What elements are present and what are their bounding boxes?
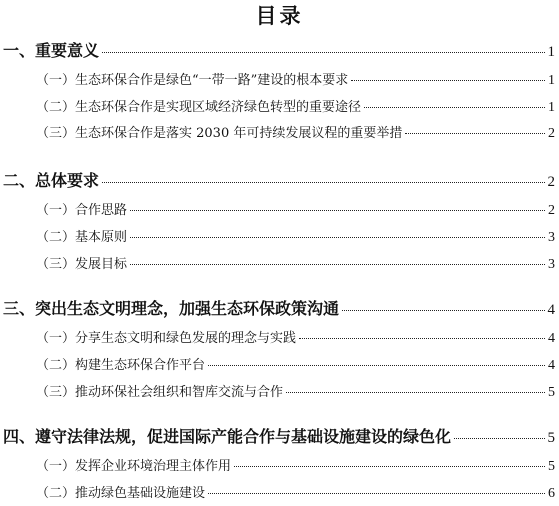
entry-label: 四、遵守法律法规，促进国际产能合作与基础设施建设的绿色化 [3,427,452,446]
toc-subsection-entry[interactable] [36,96,555,116]
entry-page-number: 5 [547,430,555,446]
dot-leader [234,466,545,467]
entry-page-number: 2 [548,126,555,141]
entry-page-number: 3 [548,230,555,245]
entry-label: （一）分享生态文明和绿色发展的理念与实践 [36,331,297,346]
dot-leader [454,438,544,439]
entry-label: （一）生态环保合作是绿色“一带一路”建设的根本要求 [36,73,349,88]
toc-subsection-entry[interactable] [36,327,555,347]
entry-page-number: 4 [548,358,555,373]
toc-subsection-entry[interactable] [36,69,555,89]
entry-page-number: 2 [548,203,555,218]
entry-label: （二）构建生态环保合作平台 [36,358,206,373]
dot-leader [299,338,545,339]
entry-label: （三）生态环保合作是落实 2030 年可持续发展议程的重要举措 [36,126,403,141]
toc-subsection-entry[interactable] [36,122,555,142]
entry-label: 二、总体要求 [3,171,100,190]
dot-leader [342,310,544,311]
dot-leader [102,52,544,53]
toc-section-entry[interactable] [3,38,555,61]
dot-leader [130,237,545,238]
toc-subsection-entry[interactable] [36,253,555,273]
entry-page-number: 4 [548,331,555,346]
entry-page-number: 4 [547,302,555,318]
entry-page-number: 5 [548,385,555,400]
entry-page-number: 1 [548,73,555,88]
toc-subsection-entry[interactable] [36,455,555,475]
toc-section-entry[interactable] [3,296,555,319]
toc-subsection-entry[interactable] [36,199,555,219]
dot-leader [208,365,545,366]
entry-label: （一）发挥企业环境治理主体作用 [36,459,232,474]
entry-label: （二）推动绿色基础设施建设 [36,486,206,501]
toc-section-entry[interactable] [3,424,555,447]
dot-leader [208,493,545,494]
entry-label: （三）发展目标 [36,257,128,272]
entry-label: （二）基本原则 [36,230,128,245]
dot-leader [102,182,544,183]
entry-label: 三、突出生态文明理念，加强生态环保政策沟通 [3,299,340,318]
entry-page-number: 1 [548,100,555,115]
entry-label: 一、重要意义 [3,41,100,60]
dot-leader [364,107,545,108]
entry-page-number: 5 [548,459,555,474]
toc-subsection-entry[interactable] [36,482,555,502]
dot-leader [405,133,545,134]
entry-page-number: 1 [547,44,555,60]
dot-leader [130,264,545,265]
entry-page-number: 3 [548,257,555,272]
dot-leader [286,392,545,393]
entry-label: （二）生态环保合作是实现区域经济绿色转型的重要途径 [36,100,362,115]
toc-section-entry[interactable] [3,168,555,191]
dot-leader [351,80,545,81]
dot-leader [130,210,545,211]
toc-subsection-entry[interactable] [36,354,555,374]
entry-label: （三）推动环保社会组织和智库交流与合作 [36,385,284,400]
entry-page-number: 6 [548,486,555,501]
toc-title: 目录 [255,4,304,28]
toc-subsection-entry[interactable] [36,381,555,401]
entry-page-number: 2 [547,174,555,190]
toc-subsection-entry[interactable] [36,226,555,246]
entry-label: （一）合作思路 [36,203,128,218]
